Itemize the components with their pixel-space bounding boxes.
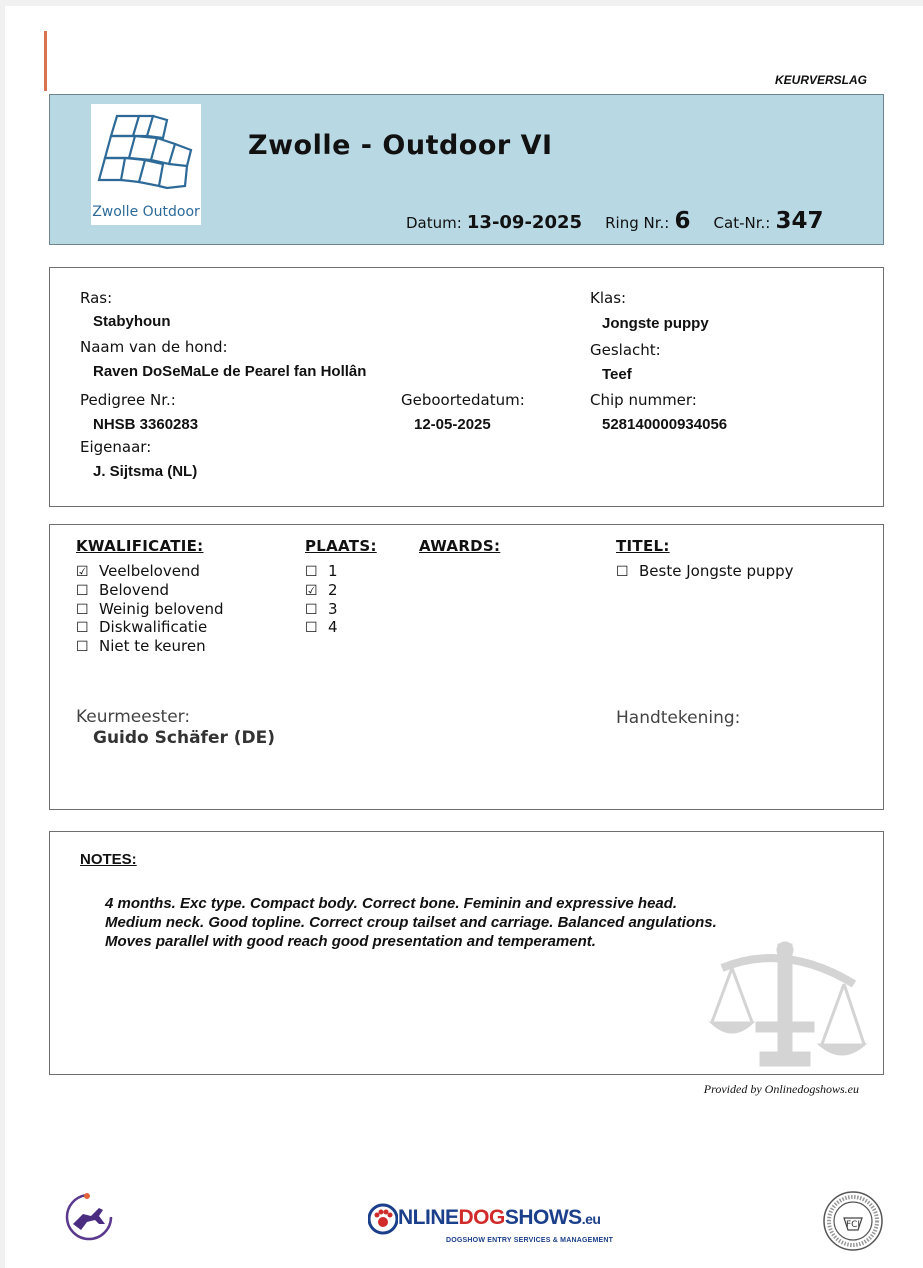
titel-option-beste-jongste-puppy[interactable]: ☐ Beste Jongste puppy	[616, 562, 794, 580]
geslacht-label: Geslacht:	[590, 341, 661, 359]
naam-value: Raven DoSeMaLe de Pearel fan Hollân	[93, 363, 367, 380]
keurmeester-value: Guido Schäfer (DE)	[93, 728, 276, 748]
checkbox-icon[interactable]: ☐	[616, 564, 629, 580]
eigenaar-label: Eigenaar:	[80, 438, 152, 456]
judging-box	[49, 524, 884, 810]
notes-line: Moves parallel with good reach good presentation and temperament.	[105, 933, 596, 950]
kwalificatie-option-veelbelovend[interactable]: ☑ Veelbelovend	[76, 562, 200, 580]
fci-seal-icon	[822, 1190, 884, 1252]
notes-box	[49, 831, 884, 1075]
plaats-heading: PLAATS:	[305, 537, 377, 555]
document-type: KEURVERSLAG	[774, 73, 867, 87]
klas-value: Jongste puppy	[602, 315, 709, 332]
checkbox-checked-icon[interactable]: ☑	[305, 583, 318, 599]
plaats-option-1[interactable]: ☐ 1	[305, 562, 338, 580]
notes-line: 4 months. Exc type. Compact body. Correct bone. Feminin and expressive head.	[105, 895, 678, 912]
cat-label: Cat-Nr.:	[713, 214, 771, 232]
plaats-option-4[interactable]: ☐ 4	[305, 618, 338, 636]
checkbox-icon[interactable]: ☐	[76, 602, 89, 618]
kwalificatie-option-weinig-belovend[interactable]: ☐ Weinig belovend	[76, 600, 224, 618]
keurmeester-label: Keurmeester:	[76, 707, 191, 727]
chip-value: 528140000934056	[602, 416, 728, 433]
provided-by: Provided by Onlinedogshows.eu	[703, 1082, 859, 1096]
geslacht-value: Teef	[602, 366, 632, 383]
kwalificatie-option-belovend[interactable]: ☐ Belovend	[76, 581, 169, 599]
onlinedogshows-tagline: DOGSHOW ENTRY SERVICES & MANAGEMENT	[446, 1237, 614, 1244]
checkbox-icon[interactable]: ☐	[305, 602, 318, 618]
geboortedatum-value: 12-05-2025	[414, 416, 491, 433]
plaats-option-3[interactable]: ☐ 3	[305, 600, 338, 618]
chip-label: Chip nummer:	[590, 391, 697, 409]
logo-graphic-icon	[95, 108, 197, 200]
checkbox-icon[interactable]: ☐	[76, 620, 89, 636]
show-title: Zwolle - Outdoor VI	[248, 130, 553, 161]
zwolle-outdoor-logo	[91, 104, 201, 225]
datum-value: 13-09-2025	[466, 212, 583, 233]
checkbox-icon[interactable]: ☐	[76, 583, 89, 599]
checkbox-icon[interactable]: ☐	[305, 564, 318, 580]
ras-value: Stabyhoun	[93, 313, 171, 330]
kwalificatie-option-diskwalificatie[interactable]: ☐ Diskwalificatie	[76, 618, 208, 636]
kwalificatie-heading: KWALIFICATIE:	[76, 537, 204, 555]
ras-label: Ras:	[80, 289, 113, 307]
onlinedogshows-logo	[368, 1198, 614, 1250]
dog-club-logo-icon	[63, 1190, 115, 1242]
geboortedatum-label: Geboortedatum:	[401, 391, 525, 409]
checkbox-icon[interactable]: ☐	[76, 639, 89, 655]
checkbox-icon[interactable]: ☐	[305, 620, 318, 636]
cat-value: 347	[775, 208, 824, 234]
fci-seal-text: FCI	[845, 1220, 861, 1230]
awards-heading: AWARDS:	[419, 537, 501, 555]
datum-label: Datum:	[406, 214, 462, 232]
accent-bar	[44, 31, 47, 91]
dog-details-box	[49, 267, 884, 507]
ring-value: 6	[674, 208, 691, 234]
ring-label: Ring Nr.:	[605, 214, 670, 232]
klas-label: Klas:	[590, 289, 627, 307]
show-meta	[406, 208, 841, 234]
onlinedogshows-wordmark: NLINEDOGSHOWS.eu	[398, 1206, 601, 1229]
eigenaar-value: J. Sijtsma (NL)	[93, 463, 198, 480]
plaats-option-2[interactable]: ☑ 2	[305, 581, 338, 599]
kwalificatie-option-niet-te-keuren[interactable]: ☐ Niet te keuren	[76, 637, 206, 655]
naam-label: Naam van de hond:	[80, 338, 228, 356]
logo-text: Zwolle Outdoor	[92, 204, 200, 220]
notes-line: Medium neck. Good topline. Correct croup tailset and carriage. Balanced angulations.	[105, 914, 717, 931]
show-header	[49, 94, 884, 245]
titel-heading: TITEL:	[616, 537, 670, 555]
scale-of-justice-icon	[708, 940, 868, 1070]
notes-heading: NOTES:	[80, 851, 137, 868]
checkbox-checked-icon[interactable]: ☑	[76, 564, 89, 580]
pedigree-value: NHSB 3360283	[93, 416, 199, 433]
handtekening-label: Handtekening:	[616, 708, 741, 728]
paw-icon	[368, 1202, 398, 1236]
pedigree-label: Pedigree Nr.:	[80, 391, 176, 409]
